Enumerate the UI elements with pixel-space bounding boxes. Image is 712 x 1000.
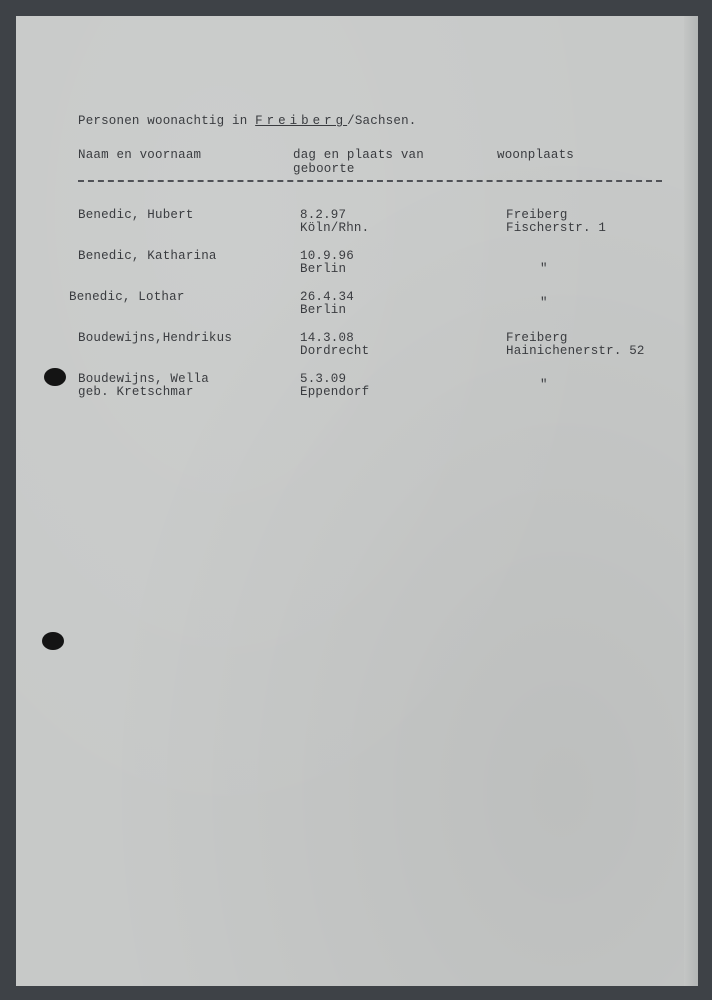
person-name-line: Boudewijns, Wella <box>78 372 209 386</box>
birth-info <box>300 373 369 399</box>
residence-line: Freiberg <box>506 331 568 345</box>
residence-line: Freiberg <box>506 208 568 222</box>
birth-info <box>300 250 354 276</box>
birth-date: 10.9.96 <box>300 249 354 263</box>
birth-info <box>300 291 354 317</box>
person-name <box>69 291 185 304</box>
person-name <box>78 332 232 345</box>
birth-place: Dordrecht <box>300 344 370 358</box>
column-header-residence: woonplaats <box>497 148 575 162</box>
birth-place: Berlin <box>300 303 347 317</box>
heading-suffix: /Sachsen. <box>347 114 417 128</box>
residence <box>506 209 606 235</box>
punch-hole <box>44 368 66 386</box>
person-name <box>78 209 194 222</box>
residence-line: Hainichenerstr. 52 <box>506 344 645 358</box>
birth-date: 8.2.97 <box>300 208 347 222</box>
document-heading <box>78 114 416 128</box>
heading-city: Freiberg <box>255 114 348 128</box>
birth-info <box>300 209 369 235</box>
dashed-divider <box>78 180 662 182</box>
birth-place: Köln/Rhn. <box>300 221 370 235</box>
punch-hole <box>42 632 64 650</box>
birth-place: Eppendorf <box>300 385 370 399</box>
person-name-line: geb. Kretschmar <box>78 385 194 399</box>
document-page <box>16 16 698 986</box>
person-name-line: Boudewijns,Hendrikus <box>78 331 233 345</box>
residence <box>506 297 548 310</box>
ditto-mark: " <box>540 378 548 392</box>
column-header-name: Naam en voornaam <box>78 148 202 162</box>
person-name <box>78 250 217 263</box>
person-name <box>78 373 209 399</box>
person-name-line: Benedic, Lothar <box>69 290 185 304</box>
birth-place: Berlin <box>300 262 347 276</box>
ditto-mark: " <box>540 296 548 310</box>
residence-line: Fischerstr. 1 <box>506 221 607 235</box>
residence <box>506 332 645 358</box>
person-name-line: Benedic, Hubert <box>78 208 194 222</box>
residence <box>506 379 548 392</box>
birth-date: 5.3.09 <box>300 372 347 386</box>
person-name-line: Benedic, Katharina <box>78 249 217 263</box>
heading-prefix: Personen woonachtig in <box>78 114 256 128</box>
birth-info <box>300 332 369 358</box>
residence <box>506 263 548 276</box>
column-header-birth: dag en plaats van geboorte <box>293 148 424 176</box>
birth-date: 14.3.08 <box>300 331 354 345</box>
birth-date: 26.4.34 <box>300 290 354 304</box>
page-edge <box>684 16 698 986</box>
ditto-mark: " <box>540 262 548 276</box>
